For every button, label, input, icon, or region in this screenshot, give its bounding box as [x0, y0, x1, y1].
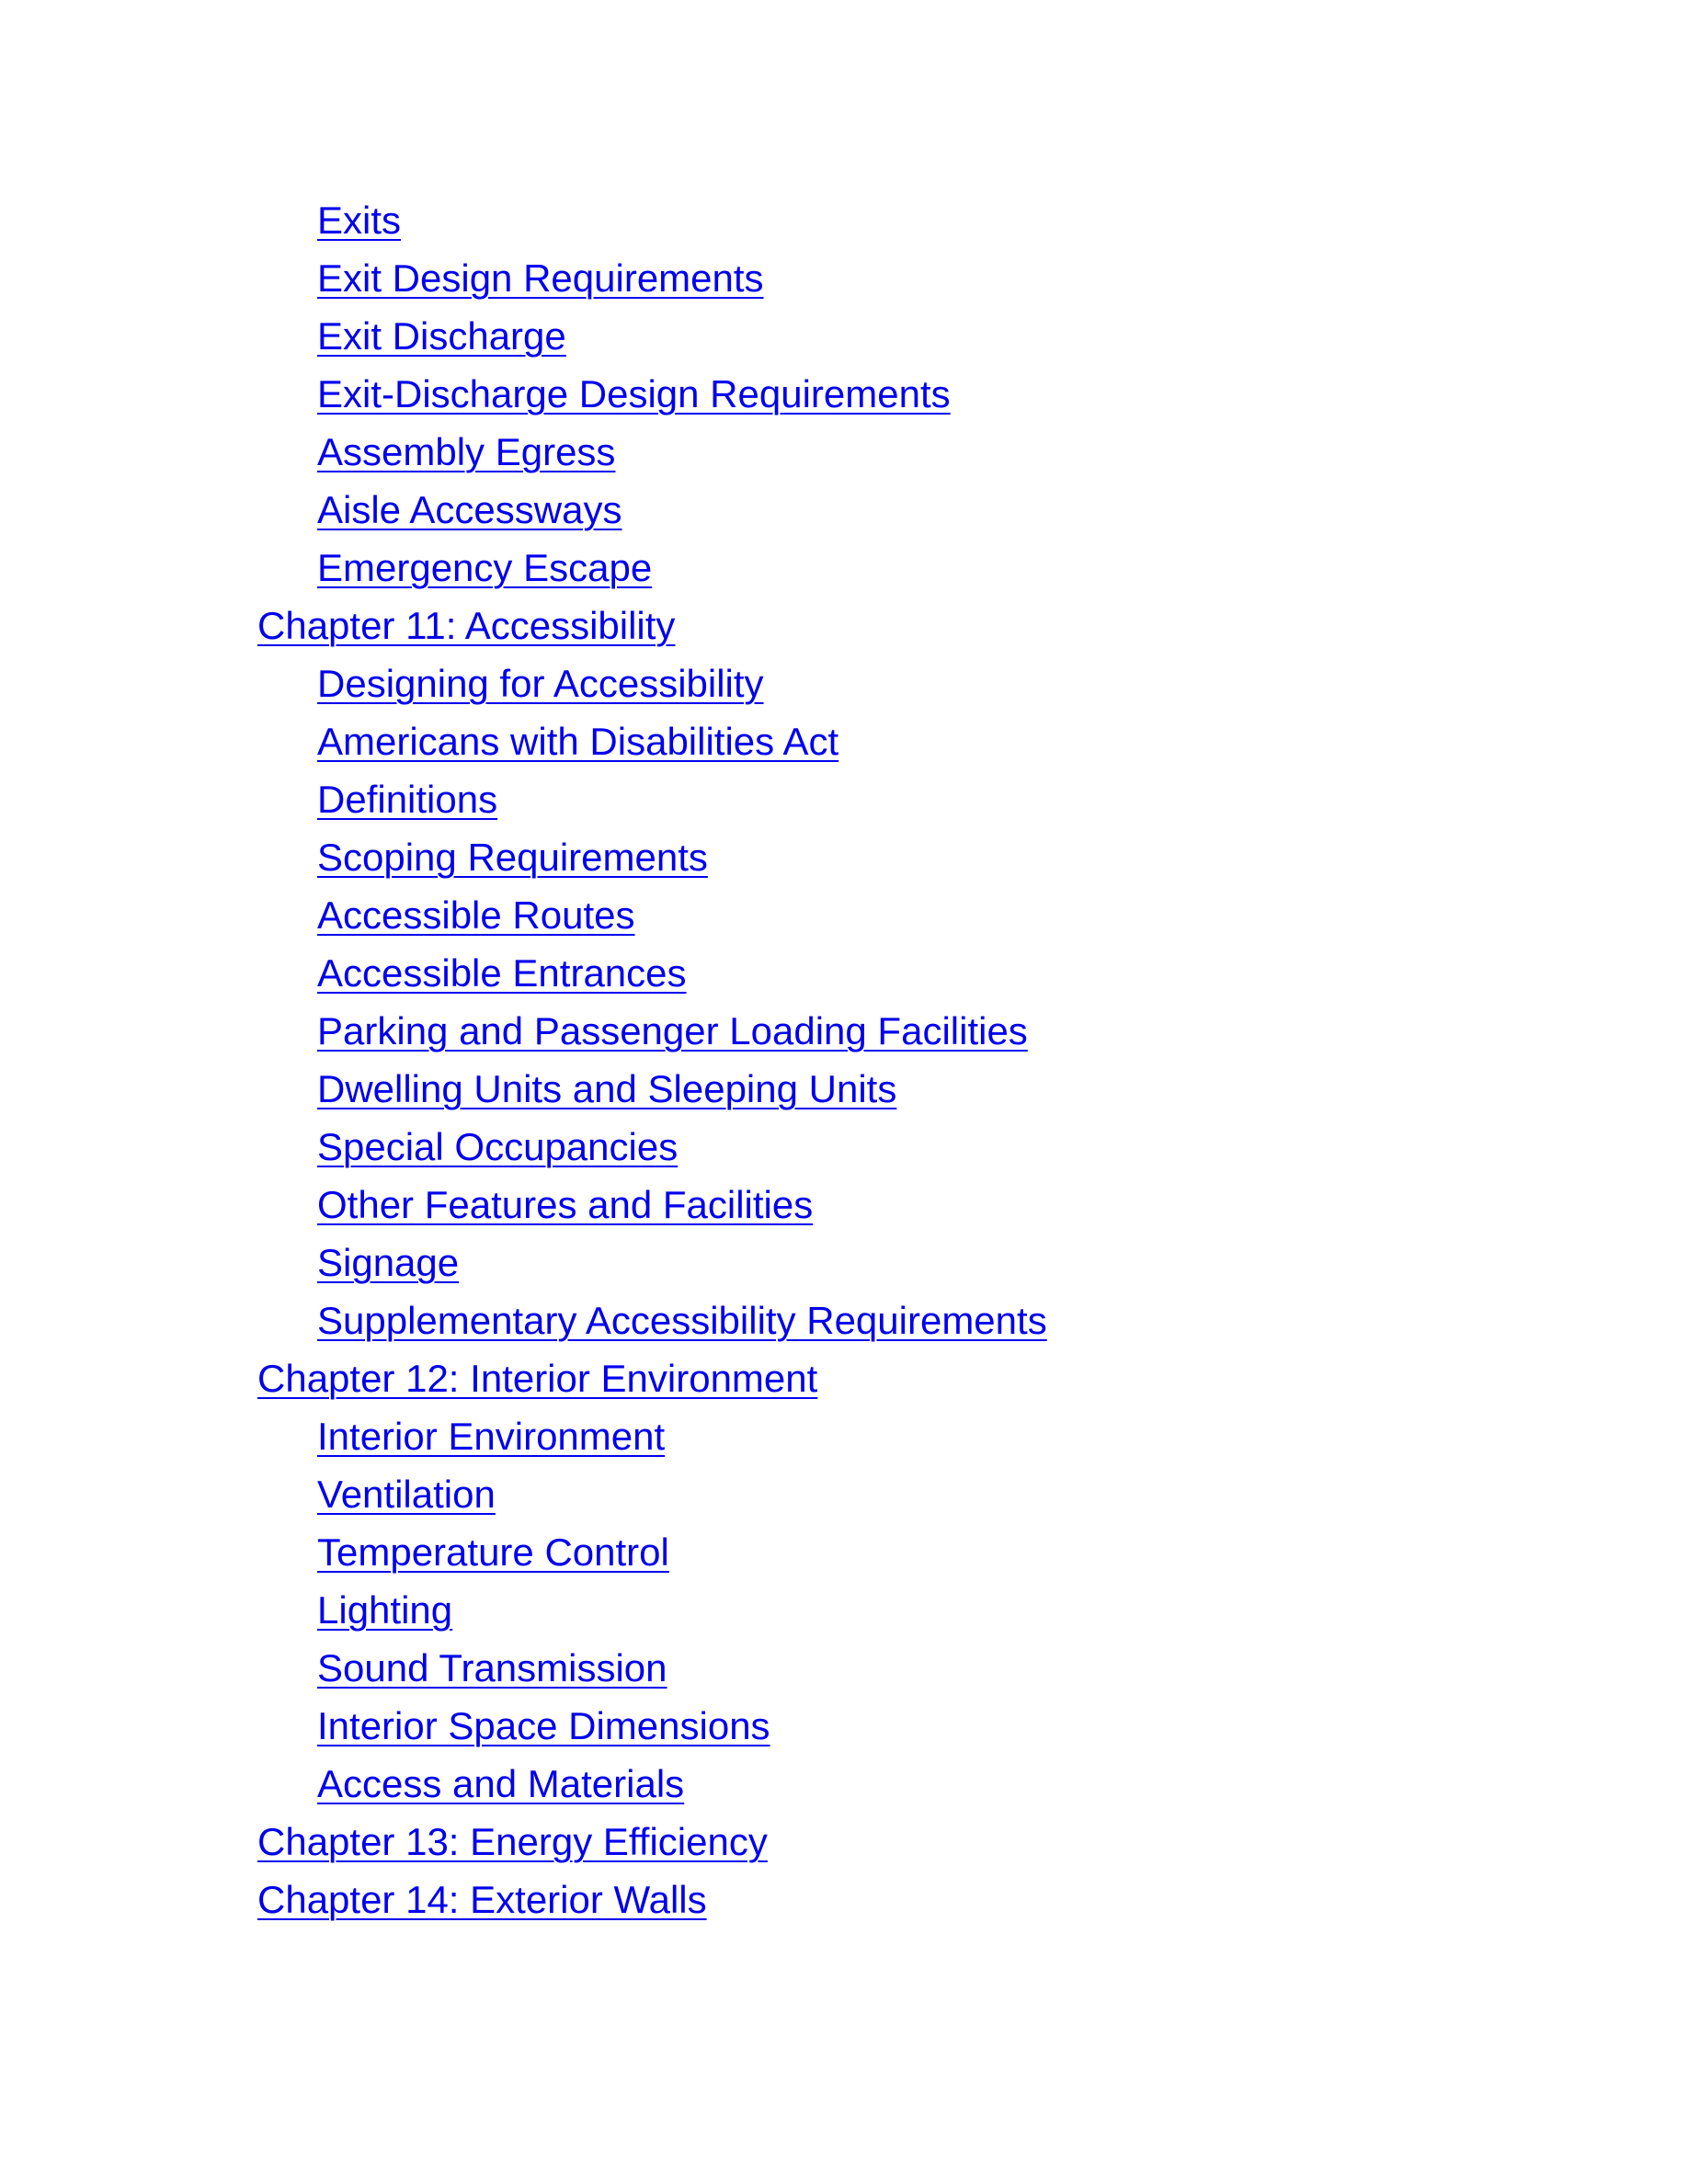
toc-link-chapter-12[interactable]: Chapter 12: Interior Environment — [257, 1357, 818, 1400]
toc-link-accessible-routes[interactable]: Accessible Routes — [317, 893, 635, 937]
toc-link-chapter-11[interactable]: Chapter 11: Accessibility — [257, 604, 676, 647]
toc-entry — [0, 1291, 1688, 1349]
toc-link-exit-design-requirements[interactable]: Exit Design Requirements — [317, 256, 764, 300]
toc-link-dwelling-units[interactable]: Dwelling Units and Sleeping Units — [317, 1067, 897, 1110]
toc-entry — [0, 481, 1688, 539]
toc-entry — [0, 828, 1688, 886]
toc-chapter-entry — [0, 1349, 1688, 1407]
toc-link-special-occupancies[interactable]: Special Occupancies — [317, 1125, 679, 1168]
toc-entry — [0, 1118, 1688, 1176]
toc-link-accessible-entrances[interactable]: Accessible Entrances — [317, 951, 687, 995]
toc-link-ventilation[interactable]: Ventilation — [317, 1473, 496, 1516]
toc-link-interior-space-dimensions[interactable]: Interior Space Dimensions — [317, 1704, 770, 1747]
toc-chapter-entry — [0, 597, 1688, 654]
toc-entry — [0, 1697, 1688, 1755]
toc-link-exits[interactable]: Exits — [317, 199, 402, 242]
toc-entry — [0, 886, 1688, 944]
toc-link-temperature-control[interactable]: Temperature Control — [317, 1530, 669, 1574]
toc-entry — [0, 770, 1688, 828]
toc-entry — [0, 1176, 1688, 1234]
toc-entry — [0, 307, 1688, 365]
toc-link-designing-for-accessibility[interactable]: Designing for Accessibility — [317, 662, 764, 705]
toc-entry — [0, 191, 1688, 249]
toc-entry — [0, 1234, 1688, 1291]
toc-link-sound-transmission[interactable]: Sound Transmission — [317, 1646, 667, 1689]
toc-entry — [0, 1755, 1688, 1813]
toc-link-chapter-13[interactable]: Chapter 13: Energy Efficiency — [257, 1820, 768, 1863]
toc-link-other-features-and-facilities[interactable]: Other Features and Facilities — [317, 1183, 814, 1226]
toc-entry — [0, 1639, 1688, 1697]
toc-link-supplementary-accessibility[interactable]: Supplementary Accessibility Requirements — [317, 1299, 1047, 1342]
toc-link-lighting[interactable]: Lighting — [317, 1588, 453, 1632]
toc-link-definitions[interactable]: Definitions — [317, 778, 498, 821]
toc-link-americans-with-disabilities-act[interactable]: Americans with Disabilities Act — [317, 720, 839, 763]
toc-entry — [0, 1407, 1688, 1465]
toc-chapter-entry — [0, 1871, 1688, 1928]
toc-entry — [0, 1465, 1688, 1523]
toc-entry — [0, 249, 1688, 307]
toc-link-signage[interactable]: Signage — [317, 1241, 460, 1284]
toc-entry — [0, 654, 1688, 712]
toc-link-parking-and-passenger-loading[interactable]: Parking and Passenger Loading Facilities — [317, 1009, 1028, 1052]
toc-link-emergency-escape[interactable]: Emergency Escape — [317, 546, 653, 589]
toc-link-scoping-requirements[interactable]: Scoping Requirements — [317, 836, 708, 879]
toc-entry — [0, 539, 1688, 597]
toc-link-interior-environment[interactable]: Interior Environment — [317, 1415, 666, 1458]
toc-entry — [0, 1060, 1688, 1118]
toc-entry — [0, 1581, 1688, 1639]
toc-link-access-and-materials[interactable]: Access and Materials — [317, 1762, 685, 1805]
table-of-contents — [0, 191, 1688, 1928]
toc-link-aisle-accessways[interactable]: Aisle Accessways — [317, 488, 622, 531]
toc-entry — [0, 365, 1688, 423]
toc-link-chapter-14[interactable]: Chapter 14: Exterior Walls — [257, 1878, 707, 1921]
toc-chapter-entry — [0, 1813, 1688, 1871]
toc-entry — [0, 944, 1688, 1002]
toc-link-assembly-egress[interactable]: Assembly Egress — [317, 430, 616, 473]
toc-link-exit-discharge-design-requirements[interactable]: Exit-Discharge Design Requirements — [317, 372, 951, 415]
toc-entry — [0, 423, 1688, 481]
toc-entry — [0, 712, 1688, 770]
toc-entry — [0, 1002, 1688, 1060]
toc-entry — [0, 1523, 1688, 1581]
toc-link-exit-discharge[interactable]: Exit Discharge — [317, 314, 566, 358]
